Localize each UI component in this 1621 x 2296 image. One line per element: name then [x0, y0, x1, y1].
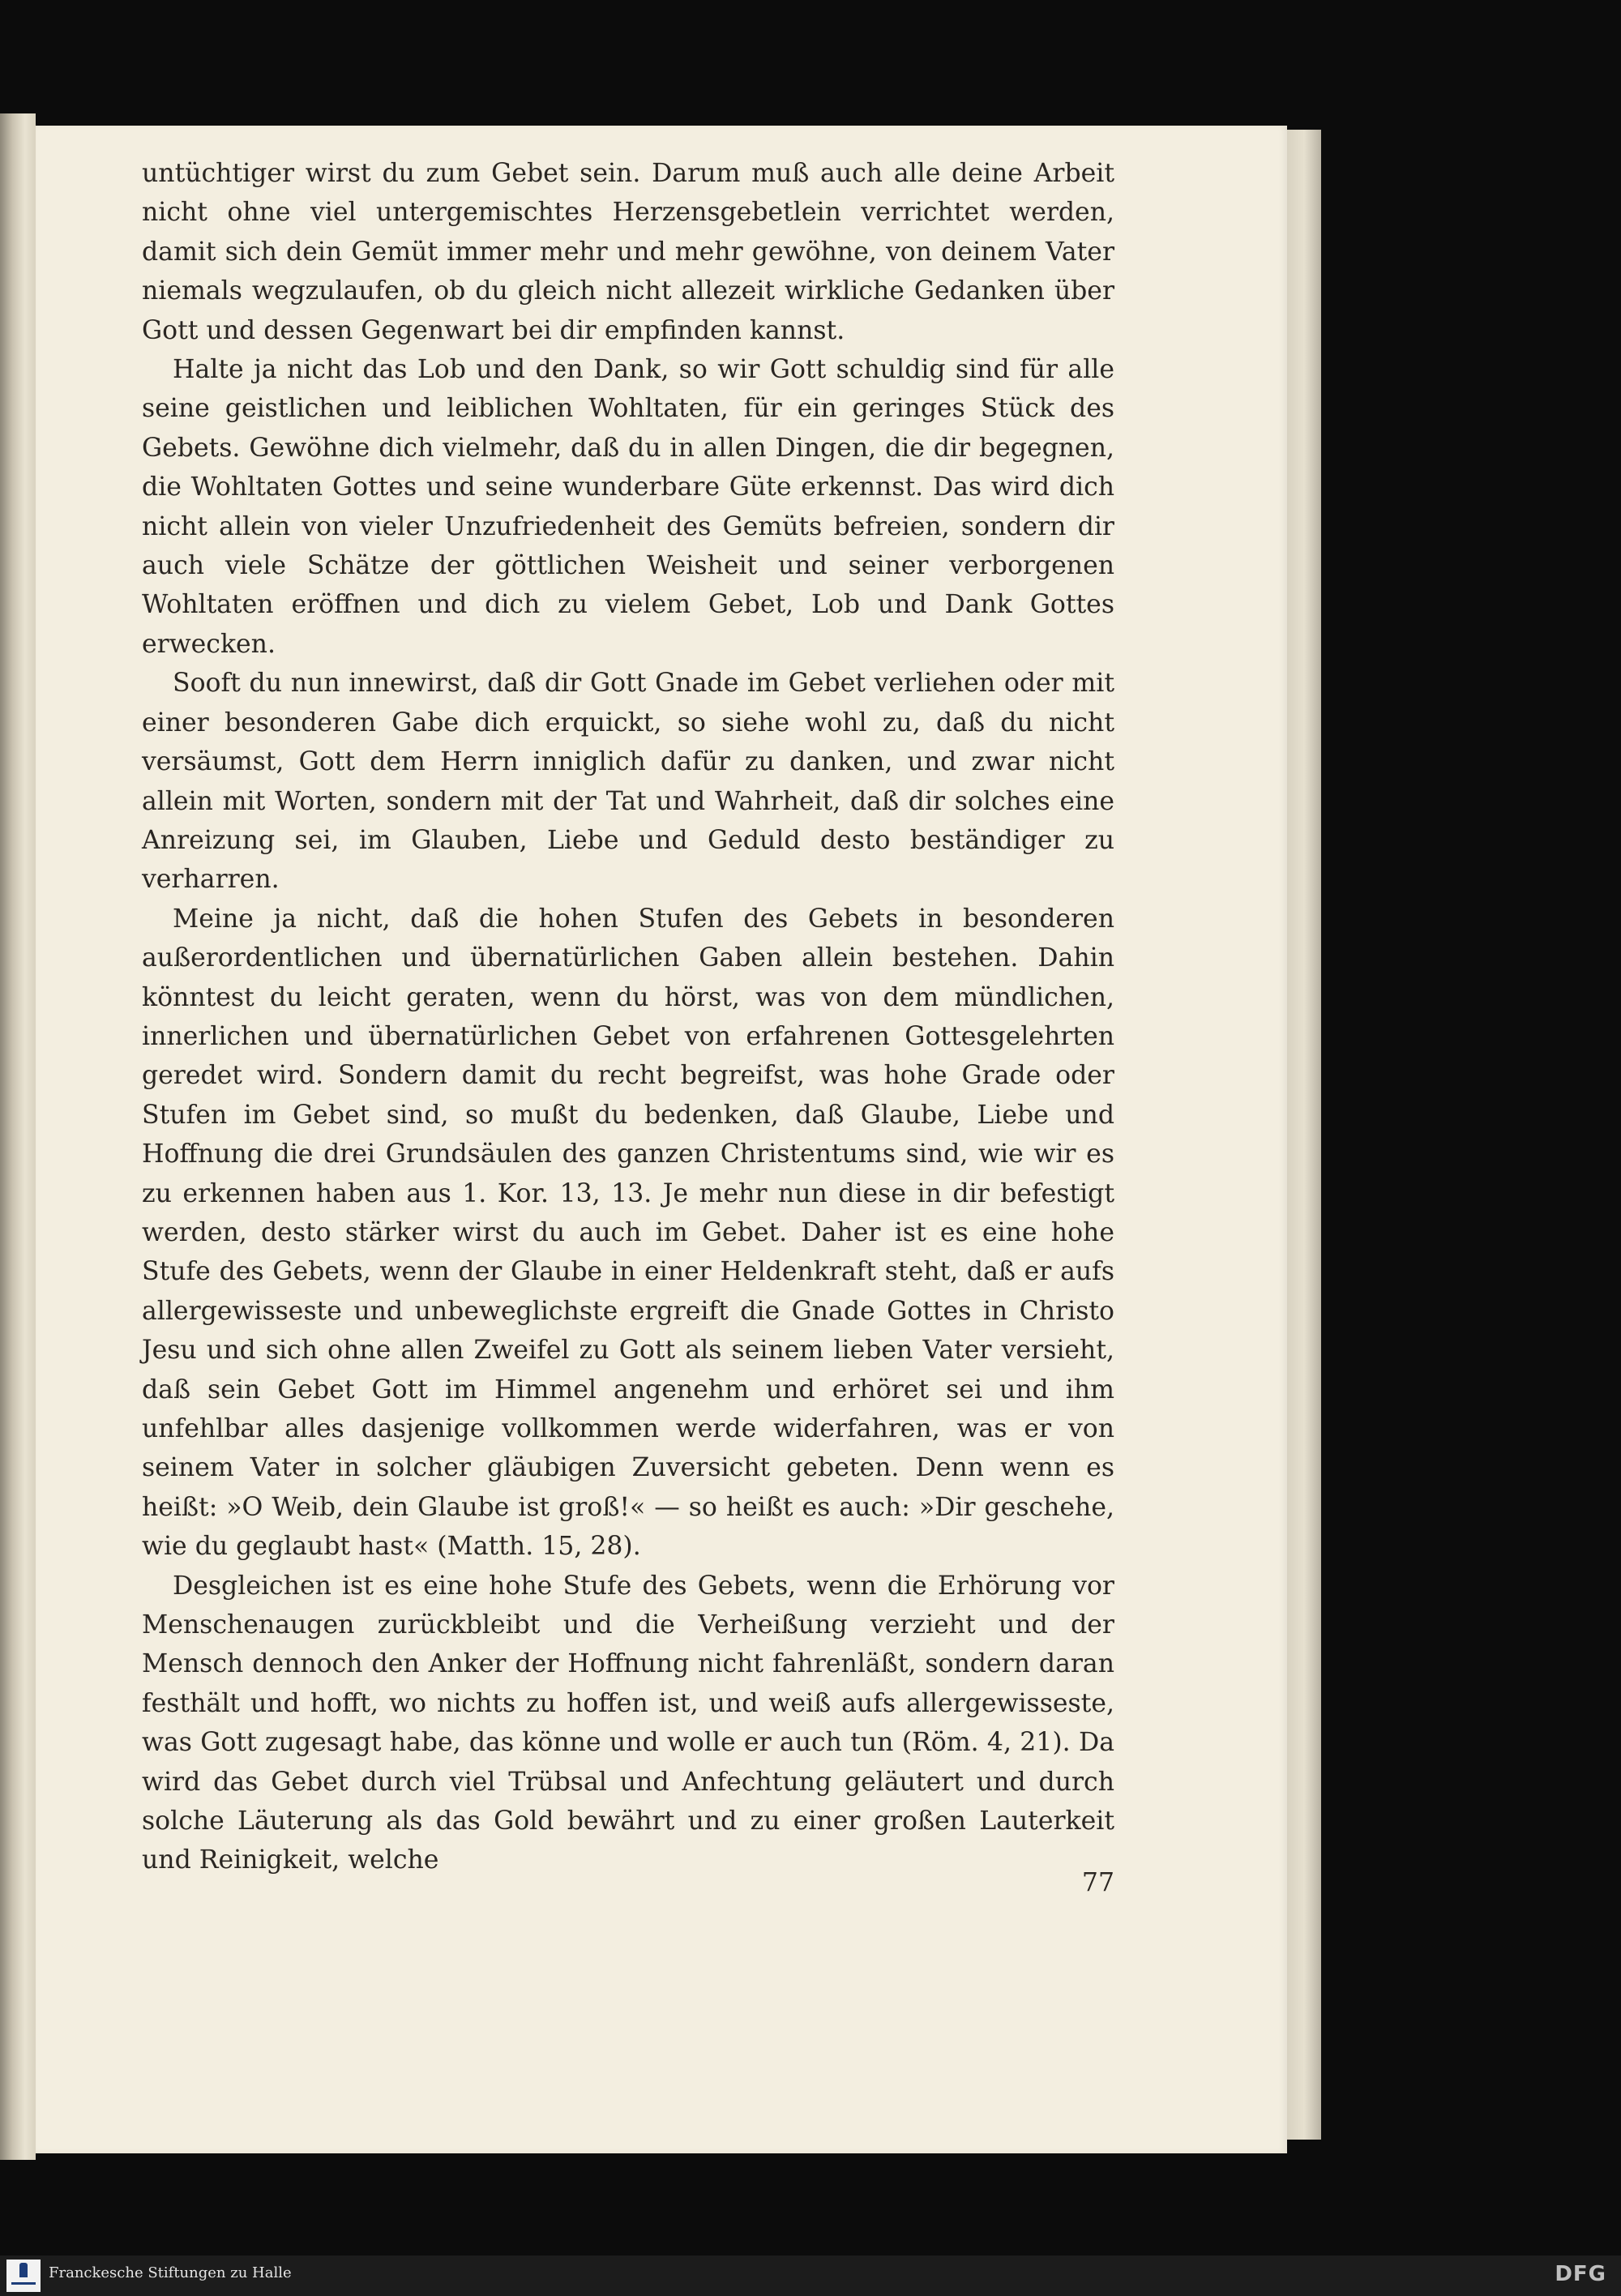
institution-logo-icon	[6, 2260, 41, 2292]
paragraph: Desgleichen ist es eine hohe Stufe des Gebets, wenn die Erhörung vor Menschenaugen zurückbleibt und die Verheißung verzieht und der Mensch dennoch den Anker der Hoffnung nicht fahrenläßt, sondern daran festhält und hofft, wo nichts zu hoffen ist, und weiß aufs allergewisseste, was Gott zugesagt habe, das könne und wolle er auch tun (Röm. 4, 21). Da wird das Gebet durch viel Trübsal und Anfechtung geläutert und durch solche Läuterung als das Gold bewährt und zu einer großen Lauterkeit und Reinigkeit, welche	[142, 1571, 1114, 1875]
paragraph: Halte ja nicht das Lob und den Dank, so wir Gott schuldig sind für alle seine geistlichen und leiblichen Wohltaten, für ein geringes Stück des Gebets. Gewöhne dich vielmehr, daß du in allen Dingen, die dir begegnen, die Wohltaten Gottes und seine wunderbare Güte erkennst. Das wird dich nicht allein von vieler Unzufriedenheit des Gemüts befreien, sondern dir auch viele Schätze der göttlichen Weisheit und seiner verborgenen Wohltaten eröffnen und dich zu vielem Gebet, Lob und Dank Gottes erwecken.	[142, 355, 1114, 659]
paragraph: Meine ja nicht, daß die hohen Stufen des Gebets in besonderen außerordentlichen und übernatürlichen Gaben allein bestehen. Dahin könntest du leicht geraten, wenn du hörst, was von dem mündlichen, innerlichen und übernatürlichen Gebet von erfahrenen Gottesgelehrten geredet wird. Sondern damit du recht begreifst, was hohe Grade oder Stufen im Gebet sind, so mußt du bedenken, daß Glaube, Liebe und Hoffnung die drei Grundsäulen des ganzen Christentums sind, wie wir es zu erkennen haben aus 1. Kor. 13, 13. Je mehr nun diese in dir befestigt werden, desto stärker wirst du auch im Gebet. Daher ist es eine hohe Stufe des Gebets, wenn der Glaube in einer Heldenkraft steht, daß er aufs allergewisseste und unbeweglichste ergreift die Gnade Gottes in Christo Jesu und sich ohne allen Zweifel zu Gott als seinem lieben Vater versieht, daß sein Gebet Gott im Himmel angenehm und erhöret sei und ihm unfehlbar alles dasjenige vollkommen werde widerfahren, was er von seinem Vater in solcher gläubigen Zuversicht gebeten. Denn wenn es heißt: »O Weib, dein Glaube ist groß!« — so heißt es auch: »Dir geschehe, wie du geglaubt hast« (Matth. 15, 28).	[142, 904, 1114, 1562]
dfg-logo: DFG	[1555, 2262, 1606, 2286]
paragraph: Sooft du nun innewirst, daß dir Gott Gnade im Gebet verliehen oder mit einer besonderen Gabe dich erquickt, so siehe wohl zu, daß du nicht versäumst, Gott dem Herrn inniglich dafür zu danken, und zwar nicht allein mit Worten, sondern mit der Tat und Wahrheit, daß dir solches eine Anreizung sei, im Glauben, Liebe und Geduld desto beständiger zu verharren.	[142, 669, 1114, 895]
logo-underline	[11, 2282, 36, 2285]
previous-page-edge	[0, 113, 36, 2160]
page-number: 77	[1081, 1868, 1114, 1897]
page-stack-edge	[1287, 130, 1321, 2140]
institution-name: Franckesche Stiftungen zu Halle	[49, 2264, 292, 2281]
logo-figure	[19, 2263, 28, 2277]
paragraph: untüchtiger wirst du zum Gebet sein. Darum muß auch alle deine Arbeit nicht ohne viel untergemischtes Herzensgebetlein verrichtet werden, damit sich dein Gemüt immer mehr und mehr gewöhne, von deinem Vater niemals wegzulaufen, ob du gleich nicht allezeit wirkliche Gedanken über Gott und dessen Gegenwart bei dir empfinden kannst.	[142, 159, 1114, 345]
body-text	[142, 154, 1114, 1880]
